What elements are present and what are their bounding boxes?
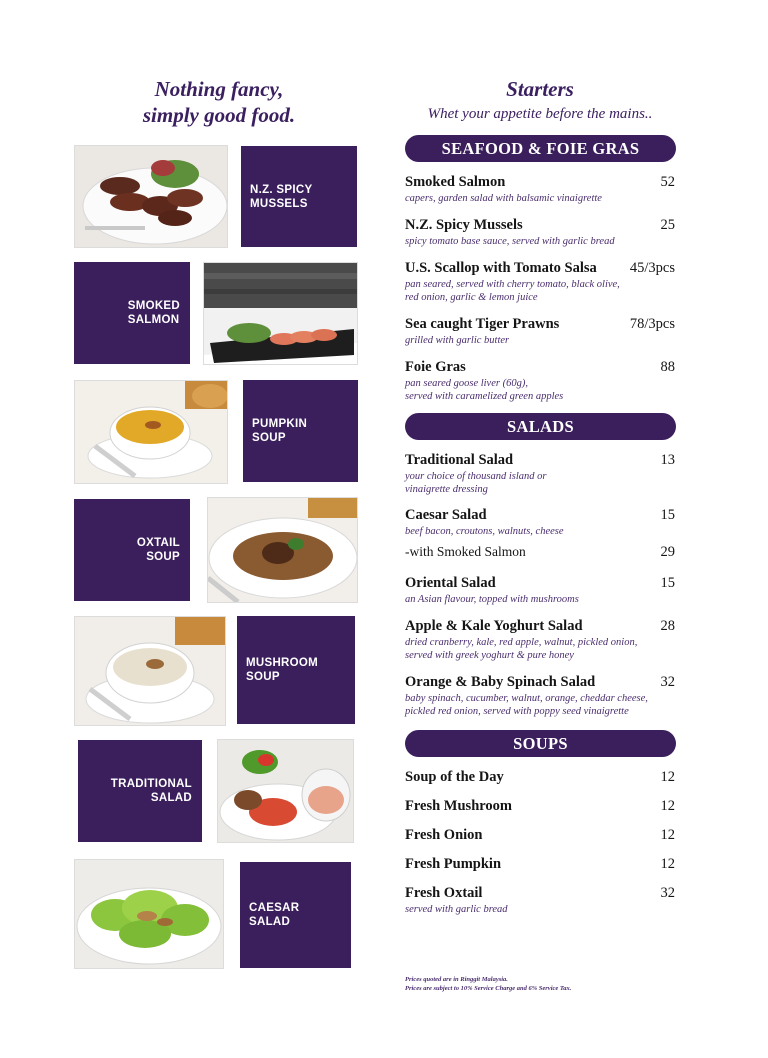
item-price: 12 bbox=[660, 798, 675, 814]
starters-title: Starters bbox=[506, 77, 574, 101]
item-description: served with garlic bread bbox=[405, 904, 508, 915]
salmon-photo bbox=[203, 262, 358, 365]
item-name: U.S. Scallop with Tomato Salsa bbox=[405, 260, 597, 276]
item-description: dried cranberry, kale, red apple, walnut, pickled onion, served with greek yoghurt & pure honey bbox=[405, 637, 638, 661]
item-description: beef bacon, croutons, walnuts, cheese bbox=[405, 526, 564, 537]
item-description: your choice of thousand island or vinaigrette dressing bbox=[405, 471, 547, 495]
tile-label-mushroom bbox=[237, 616, 355, 724]
menu-item bbox=[405, 798, 675, 815]
item-description: grilled with garlic butter bbox=[405, 335, 510, 346]
section-header-salads: SALADS bbox=[405, 413, 676, 440]
menu-item bbox=[405, 543, 675, 561]
item-price: 32 bbox=[660, 885, 675, 901]
tile-label-text: SMOKED SALMON bbox=[127, 300, 180, 326]
item-name: Fresh Onion bbox=[405, 827, 483, 843]
item-name: Traditional Salad bbox=[405, 452, 514, 468]
item-name: Oriental Salad bbox=[405, 575, 496, 591]
menu-item bbox=[405, 575, 675, 606]
item-price: 13 bbox=[660, 452, 675, 468]
traditional-salad-photo bbox=[217, 739, 354, 843]
section-header-seafood: SEAFOOD & FOIE GRAS bbox=[405, 135, 676, 162]
item-description: pan seared goose liver (60g), served with caramelized green apples bbox=[405, 378, 564, 402]
menu-item bbox=[405, 452, 675, 496]
menu-item bbox=[405, 217, 675, 248]
tile-label-traditional-salad bbox=[78, 740, 202, 842]
item-name: Apple & Kale Yoghurt Salad bbox=[405, 618, 583, 634]
menu-item bbox=[405, 769, 675, 786]
item-name: -with Smoked Salmon bbox=[405, 544, 526, 559]
price-note bbox=[405, 975, 571, 993]
item-name: Soup of the Day bbox=[405, 769, 504, 785]
left-title-line-2: simply good food. bbox=[142, 103, 296, 127]
menu-item bbox=[405, 316, 675, 347]
tile-label-text: CAESAR SALAD bbox=[249, 902, 300, 928]
price-note-line-2: Prices are subject to 10% Service Charge and 6% Service Tax. bbox=[405, 985, 572, 992]
menu-item bbox=[405, 174, 675, 205]
menu-item bbox=[405, 359, 675, 403]
left-title bbox=[74, 76, 364, 128]
item-price: 15 bbox=[660, 575, 675, 591]
tile-label-text: TRADITIONAL SALAD bbox=[110, 778, 192, 804]
item-description: capers, garden salad with balsamic vinaigrette bbox=[405, 193, 602, 204]
tile-label-text: N.Z. SPICY MUSSELS bbox=[250, 183, 313, 210]
item-price: 12 bbox=[660, 769, 675, 785]
item-price: 52 bbox=[660, 174, 675, 190]
item-name: N.Z. Spicy Mussels bbox=[405, 217, 523, 233]
mussels-photo bbox=[74, 145, 228, 248]
item-description: spicy tomato base sauce, served with garlic bread bbox=[405, 236, 615, 247]
menu-item bbox=[405, 856, 675, 873]
tile-label-oxtail bbox=[74, 499, 190, 601]
item-price: 29 bbox=[660, 544, 675, 560]
menu-item bbox=[405, 674, 675, 718]
item-price: 78/3pcs bbox=[629, 316, 675, 332]
item-name: Fresh Oxtail bbox=[405, 885, 483, 901]
item-name: Sea caught Tiger Prawns bbox=[405, 316, 560, 332]
section-header-soups: SOUPS bbox=[405, 730, 676, 757]
item-name: Fresh Mushroom bbox=[405, 798, 513, 814]
menu-item bbox=[405, 260, 675, 304]
tile-label-salmon bbox=[74, 262, 190, 364]
item-name: Foie Gras bbox=[405, 359, 466, 375]
item-description: an Asian flavour, topped with mushrooms bbox=[405, 594, 579, 605]
menu-item bbox=[405, 827, 675, 844]
starters-heading bbox=[405, 76, 675, 124]
item-price: 25 bbox=[660, 217, 675, 233]
item-description: baby spinach, cucumber, walnut, orange, cheddar cheese, pickled red onion, served with poppy seed vinaigrette bbox=[405, 693, 648, 717]
item-name: Fresh Pumpkin bbox=[405, 856, 502, 872]
menu-item bbox=[405, 885, 675, 916]
menu-item bbox=[405, 507, 675, 538]
item-price: 28 bbox=[660, 618, 675, 634]
item-price: 12 bbox=[660, 827, 675, 843]
caesar-salad-photo bbox=[74, 859, 224, 969]
tile-label-text: PUMPKIN SOUP bbox=[252, 418, 308, 444]
left-title-line-1: Nothing fancy, bbox=[154, 77, 284, 101]
tile-label-text: OXTAIL SOUP bbox=[136, 537, 180, 563]
item-description: pan seared, served with cherry tomato, black olive, red onion, garlic & lemon juice bbox=[405, 279, 620, 303]
item-price: 32 bbox=[660, 674, 675, 690]
tile-label-pumpkin bbox=[243, 380, 358, 482]
item-price: 15 bbox=[660, 507, 675, 523]
item-name: Caesar Salad bbox=[405, 507, 487, 523]
tile-label-text: MUSHROOM SOUP bbox=[246, 657, 319, 683]
item-price: 45/3pcs bbox=[629, 260, 675, 276]
mushroom-soup-photo bbox=[74, 616, 226, 726]
item-name: Smoked Salmon bbox=[405, 174, 506, 190]
pumpkin-soup-photo bbox=[74, 380, 228, 484]
price-note-line-1: Prices quoted are in Ringgit Malaysia. bbox=[405, 976, 508, 983]
item-name: Orange & Baby Spinach Salad bbox=[405, 674, 596, 690]
oxtail-soup-photo bbox=[207, 497, 358, 603]
tile-label-caesar bbox=[240, 862, 351, 968]
tile-label-mussels bbox=[241, 146, 357, 247]
item-price: 88 bbox=[660, 359, 675, 375]
starters-subtitle: Whet your appetite before the mains.. bbox=[427, 106, 653, 122]
item-price: 12 bbox=[660, 856, 675, 872]
menu-item bbox=[405, 618, 675, 662]
